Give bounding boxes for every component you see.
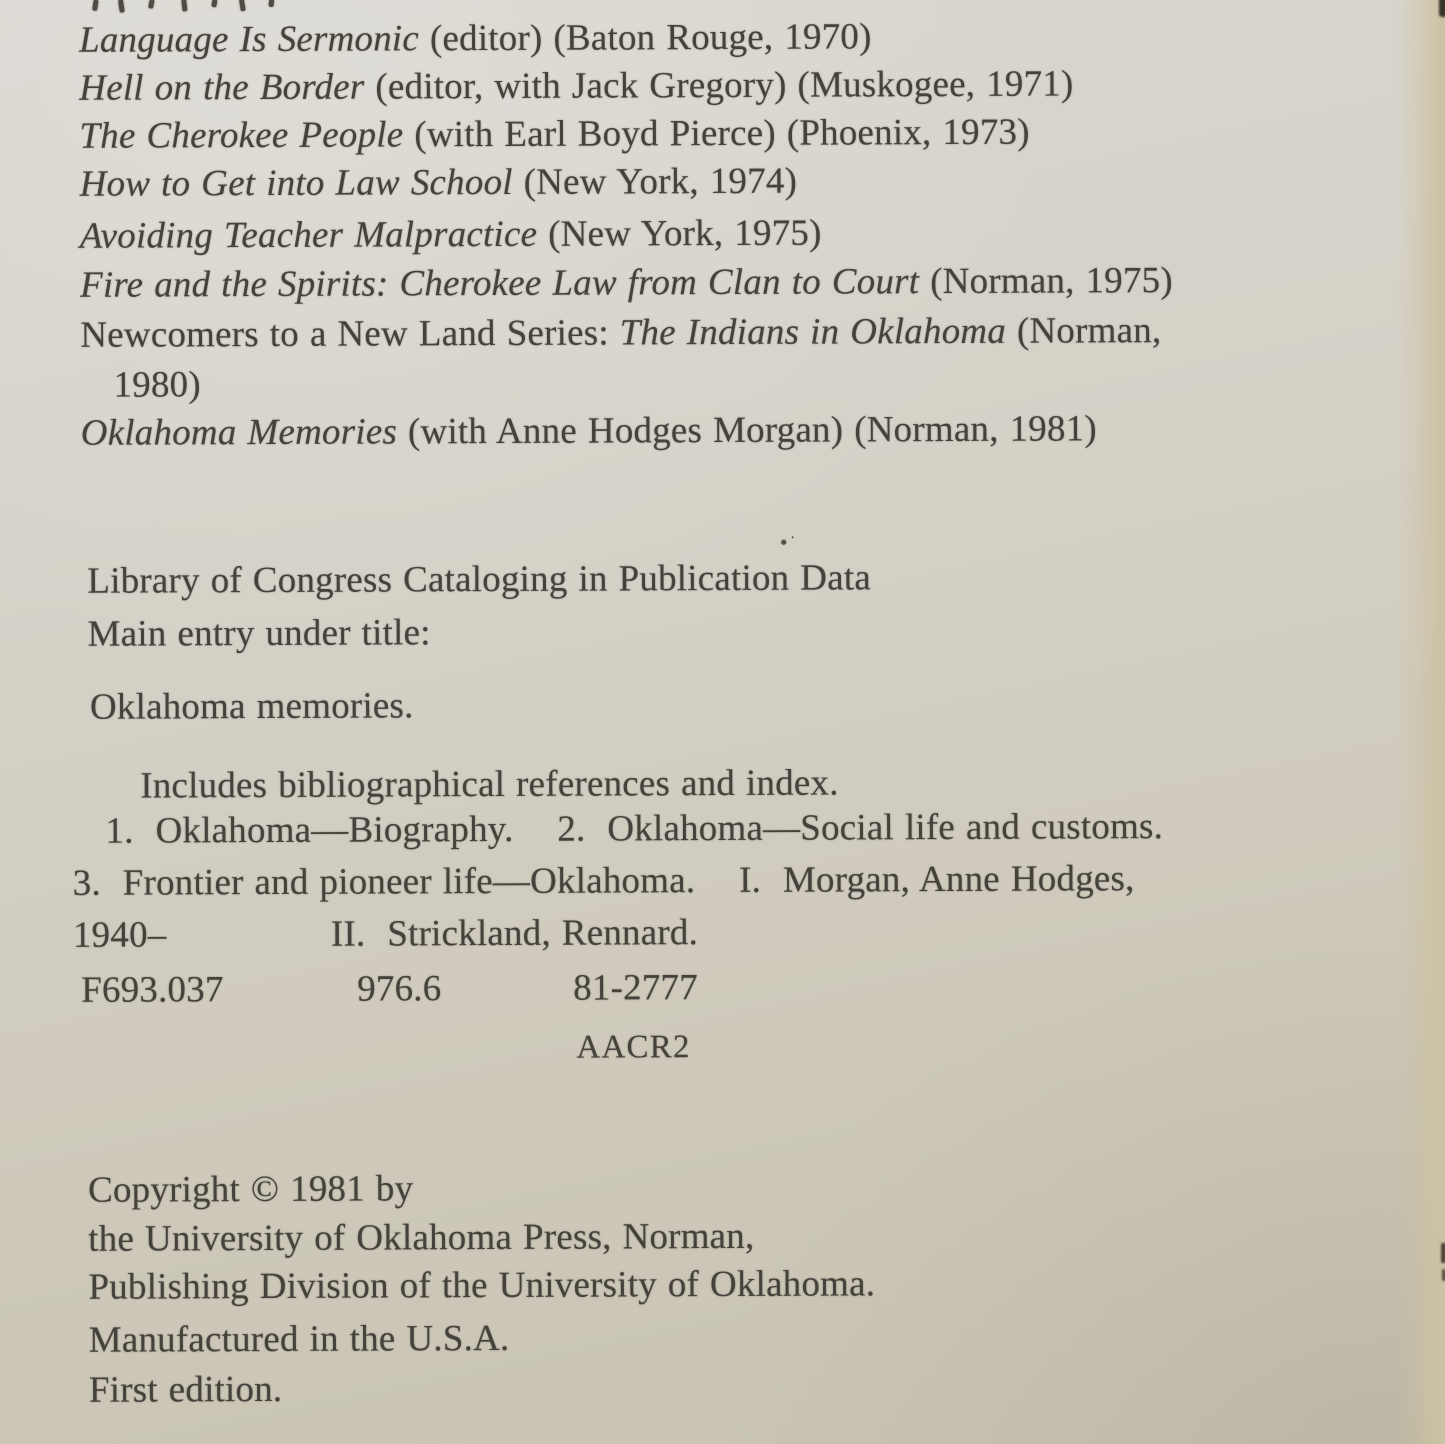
lccn-number: 81-2777 (573, 967, 698, 1009)
loc-subjects-1: 1. Oklahoma—Biography. 2. Oklahoma—Social life and customs. (105, 806, 1164, 852)
book-details: (with Anne Hodges Morgan) (Norman, 1981) (396, 408, 1097, 453)
bibliography-line (80, 309, 1161, 358)
edition-line: First edition. (88, 1368, 283, 1411)
book-details: (Norman, (1005, 310, 1162, 352)
book-details: (with Earl Boyd Pierce) (Phoenix, 1973) (403, 111, 1030, 156)
descender-fragment (148, 0, 155, 9)
clipped-previous-line (0, 0, 1442, 3)
lc-call-number: F693.037 (81, 969, 224, 1011)
descender-fragment (211, 0, 217, 8)
loc-note: Includes bibliographical references and index. (140, 762, 839, 807)
copyright-line: the University of Oklahoma Press, Norman, (88, 1215, 755, 1260)
loc-subjects-3 (72, 912, 699, 957)
book-title: Oklahoma Memories (80, 411, 398, 454)
descender-fragment (181, 0, 187, 12)
bibliography-line (79, 62, 1073, 110)
book-details: (editor) (Baton Rouge, 1970) (418, 16, 872, 60)
bibliography-line (80, 259, 1173, 308)
page-fore-edge (1397, 0, 1445, 1444)
added-entry: II. Strickland, Rennard. (330, 912, 699, 955)
loc-main-entry: Main entry under title: (87, 612, 431, 655)
loc-subjects-2: 3. Frontier and pioneer life—Oklahoma. I. Morgan, Anne Hodges, (72, 858, 1135, 904)
loc-title-entry: Oklahoma memories. (89, 685, 414, 728)
book-details: (New York, 1974) (512, 160, 798, 203)
photo-background-sliver (1439, 0, 1445, 17)
book-title: Avoiding Teacher Malpractice (79, 213, 538, 257)
descender-fragment (92, 0, 99, 11)
bibliography-line (80, 212, 822, 259)
book-details: (Norman, 1975) (919, 260, 1173, 303)
book-title: Hell on the Border (79, 66, 365, 109)
bibliography-line-continuation (113, 363, 201, 407)
copyright-line: Copyright © 1981 by (87, 1168, 414, 1211)
edge-shadow-fleck (1441, 1243, 1445, 1263)
ink-speck (781, 540, 786, 545)
dewey-number: 976.6 (357, 968, 442, 1010)
series-name: Newcomers to a New Land Series: (80, 312, 620, 356)
book-title: Fire and the Spirits: Cherokee Law from Clan to Court (79, 261, 920, 306)
descender-fragment (239, 0, 246, 11)
bibliography-line (80, 160, 798, 207)
descender-fragment (118, 0, 125, 13)
loc-heading: Library of Congress Cataloging in Publication Data (87, 557, 871, 602)
descender-fragment (268, 0, 274, 7)
book-details: 1980) (113, 364, 201, 406)
copyright-line: Publishing Division of the University of Oklahoma. (88, 1263, 876, 1308)
book-title: The Cherokee People (79, 114, 404, 157)
author-birth-year: 1940– (72, 914, 167, 956)
bibliography-line (81, 407, 1097, 455)
book-title: Language Is Sermonic (78, 18, 420, 61)
bibliography-line (79, 15, 872, 62)
book-details: (New York, 1975) (537, 212, 822, 255)
book-title: How to Get into Law School (79, 161, 513, 205)
book-title: The Indians in Oklahoma (619, 310, 1007, 354)
copyright-line: Manufactured in the U.S.A. (88, 1317, 510, 1361)
bibliography-line (79, 111, 1029, 159)
loc-numbers-row (81, 967, 698, 1013)
aacr2-label: AACR2 (576, 1029, 691, 1066)
book-details: (editor, with Jack Gregory) (Muskogee, 1971) (364, 63, 1074, 108)
